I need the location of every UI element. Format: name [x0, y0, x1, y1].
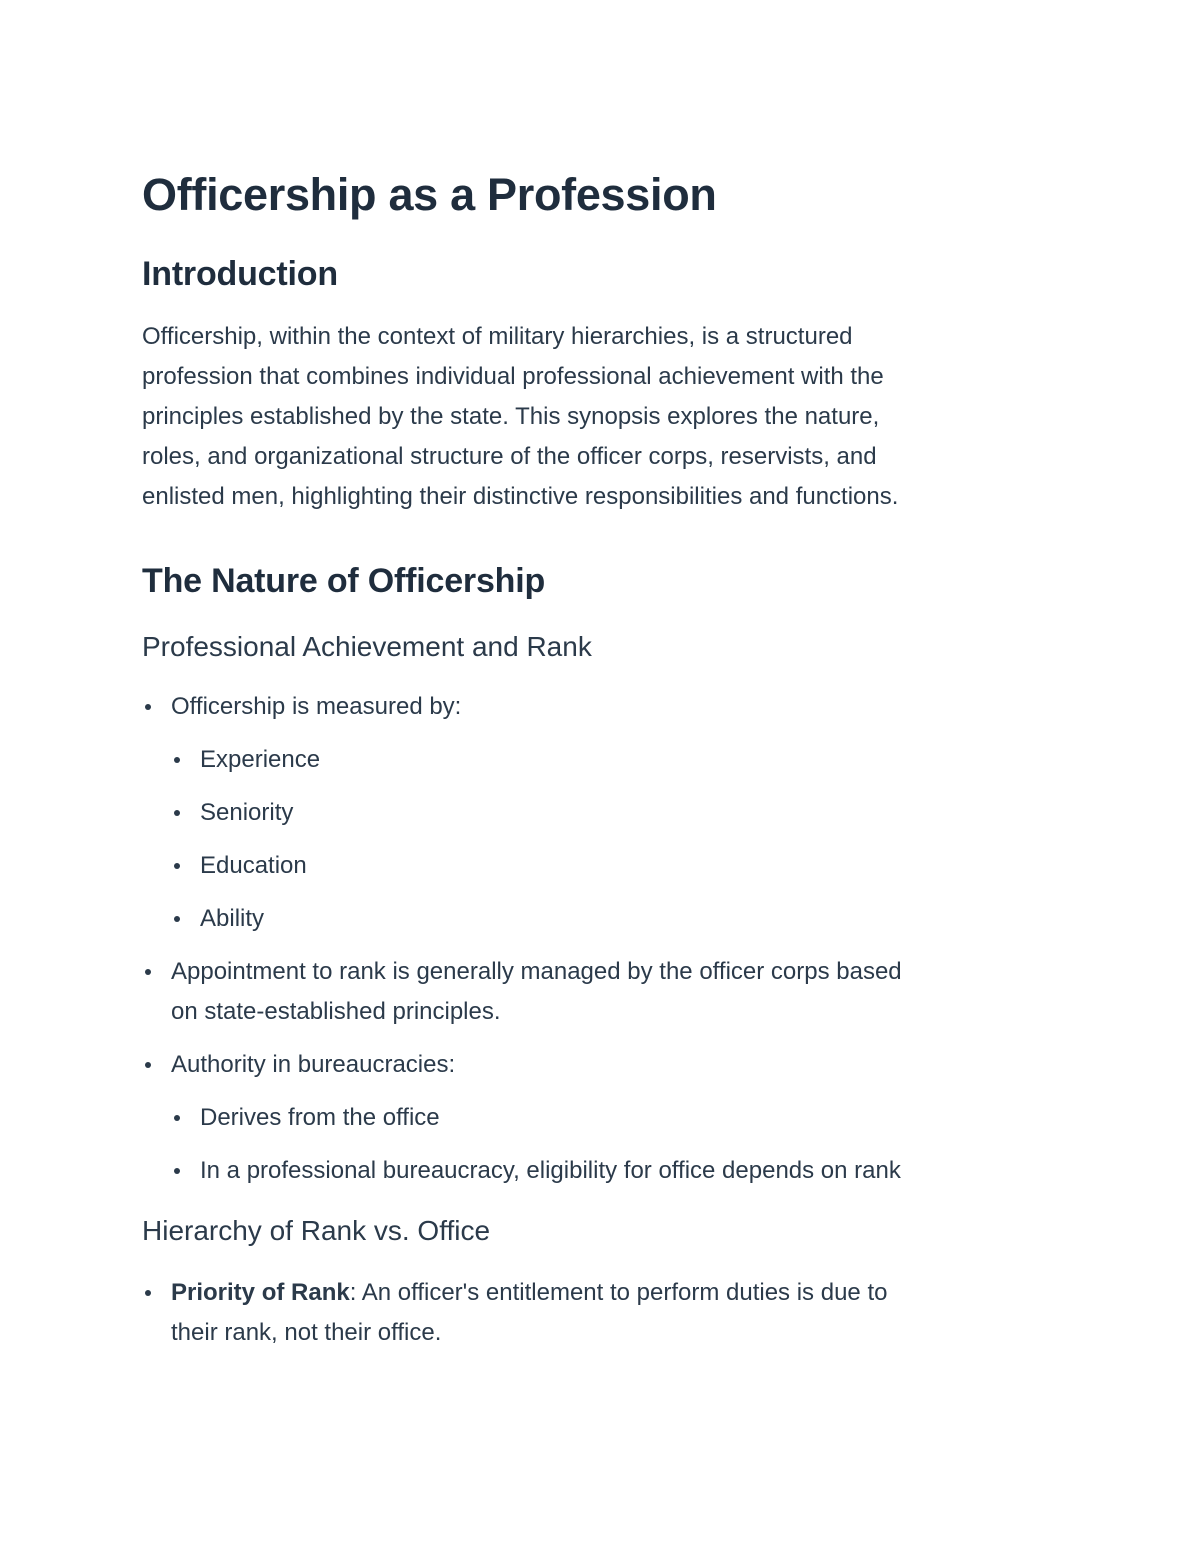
list-item: Officership is measured by:: [142, 687, 1042, 727]
list-item: Derives from the office: [142, 1098, 1042, 1138]
list-item: Authority in bureaucracies:: [142, 1045, 1042, 1085]
list-item-line: their rank, not their office.: [171, 1319, 442, 1346]
paragraph-line: principles established by the state. This synopsis explores the nature,: [142, 403, 880, 430]
list-item-line: Appointment to rank is generally managed by the officer corps based: [171, 958, 902, 985]
subsection-heading-hierarchy: Hierarchy of Rank vs. Office: [142, 1215, 491, 1246]
section-heading-nature: The Nature of Officership: [142, 562, 546, 600]
priority-term: Priority of Rank: [171, 1279, 350, 1306]
list-item: Seniority: [142, 793, 1042, 833]
paragraph-line: Officership, within the context of military hierarchies, is a structured: [142, 323, 853, 350]
list-item: [142, 952, 1042, 1032]
subsection-heading-achievement: Professional Achievement and Rank: [142, 631, 592, 662]
introduction-paragraph: [142, 317, 1042, 517]
list-item: Experience: [142, 740, 1042, 780]
paragraph-line: profession that combines individual professional achievement with the: [142, 363, 884, 390]
list-item-line: on state-established principles.: [171, 998, 501, 1025]
page-title: Officership as a Profession: [142, 169, 717, 220]
list-item: [142, 1273, 1042, 1353]
hierarchy-list: [142, 1273, 1042, 1353]
list-item: In a professional bureaucracy, eligibility for office depends on rank: [142, 1151, 1042, 1191]
document-page: [142, 168, 1042, 1353]
paragraph-line: roles, and organizational structure of the officer corps, reservists, and: [142, 443, 877, 470]
list-item: Education: [142, 846, 1042, 886]
achievement-list: [142, 687, 1042, 1191]
section-heading-introduction: Introduction: [142, 255, 338, 293]
list-item-line: : An officer's entitlement to perform duties is due to: [349, 1279, 888, 1306]
paragraph-line: enlisted men, highlighting their distinctive responsibilities and functions.: [142, 483, 899, 510]
list-item: Ability: [142, 899, 1042, 939]
